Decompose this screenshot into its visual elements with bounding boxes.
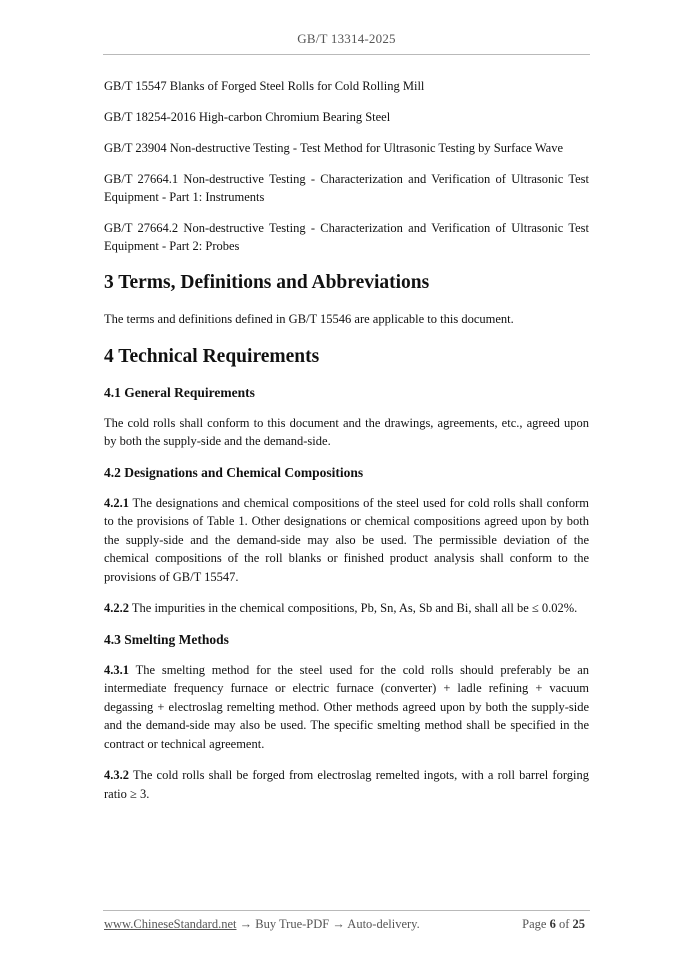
reference-item: GB/T 27664.1 Non-destructive Testing - Characterization and Verification of Ultrasonic Test Equipment - Part 1: Instruments: [104, 172, 589, 204]
normative-references: [104, 77, 589, 255]
page-indicator: [522, 917, 585, 932]
section-4-3-heading: 4.3 Smelting Methods: [104, 631, 229, 647]
clause-text: The designations and chemical compositions of the steel used for cold rolls shall conform to the provisions of Table 1. Other designations or chemical compositions agreed upon by both the supply-side and the demand-side may also be used. The permissible deviation of the chemical compositions of the roll blanks or finished product analysis shall conform to the provisions of GB/T 15547.: [104, 495, 589, 584]
section-3-heading: 3 Terms, Definitions and Abbreviations: [104, 272, 430, 293]
clause-text: The smelting method for the steel used for the cold rolls should preferably be an intermediate frequency furnace or electric furnace (converter) + ladle refining + vacuum degassing + electroslag remelting method. Other methods agreed upon by both the supply-side and the demand-side may also be used. The specific smelting method shall be specified in the contract or technical agreement.: [104, 662, 589, 751]
reference-item: GB/T 18254-2016 High-carbon Chromium Bearing Steel: [104, 110, 391, 124]
footer-divider: [103, 910, 590, 911]
section-4-heading: 4 Technical Requirements: [104, 345, 320, 367]
reference-item: GB/T 15547 Blanks of Forged Steel Rolls for Cold Rolling Mill: [104, 79, 425, 93]
page-content: [104, 77, 589, 816]
section-4-1-heading: 4.1 General Requirements: [104, 384, 255, 400]
clause-number: 4.2.1: [104, 495, 129, 510]
running-header: GB/T 13314-2025: [297, 31, 396, 46]
section-4-2-heading: 4.2 Designations and Chemical Compositions: [104, 464, 364, 480]
current-page-number: 6: [549, 917, 556, 931]
reference-item: GB/T 27664.2 Non-destructive Testing - Characterization and Verification of Ultrasonic Test Equipment - Part 2: Probes: [104, 221, 589, 253]
clause-number: 4.3.2: [104, 768, 129, 782]
clause-text: The cold rolls shall be forged from electroslag remelted ingots, with a roll barrel forging ratio ≥ 3.: [104, 768, 589, 801]
clause-4-3-1: [104, 661, 589, 754]
page-label: Page: [522, 917, 550, 931]
section-3-text: The terms and definitions defined in GB/T 15546 are applicable to this document.: [104, 312, 514, 326]
total-pages-number: 25: [572, 917, 585, 931]
header-divider: [103, 54, 590, 55]
footer-promo: [104, 917, 420, 932]
footer-tagline: → Buy True-PDF → Auto-delivery.: [236, 917, 420, 931]
section-4-1-text: The cold rolls shall conform to this document and the drawings, agreements, etc., agreed upon by both the supply-side and the demand-side.: [104, 415, 589, 448]
clause-text: The impurities in the chemical compositions, Pb, Sn, As, Sb and Bi, shall all be ≤ 0.02%.: [129, 601, 578, 615]
clause-4-2-2: [104, 599, 589, 618]
reference-item: GB/T 23904 Non-destructive Testing - Test Method for Ultrasonic Testing by Surface Wave: [104, 141, 564, 155]
clause-4-3-2: [104, 766, 589, 803]
clause-number: 4.3.1: [104, 662, 129, 677]
clause-number: 4.2.2: [104, 601, 129, 615]
clause-4-2-1: [104, 494, 589, 587]
of-label: of: [555, 917, 573, 931]
website-link[interactable]: www.ChineseStandard.net: [104, 917, 237, 931]
